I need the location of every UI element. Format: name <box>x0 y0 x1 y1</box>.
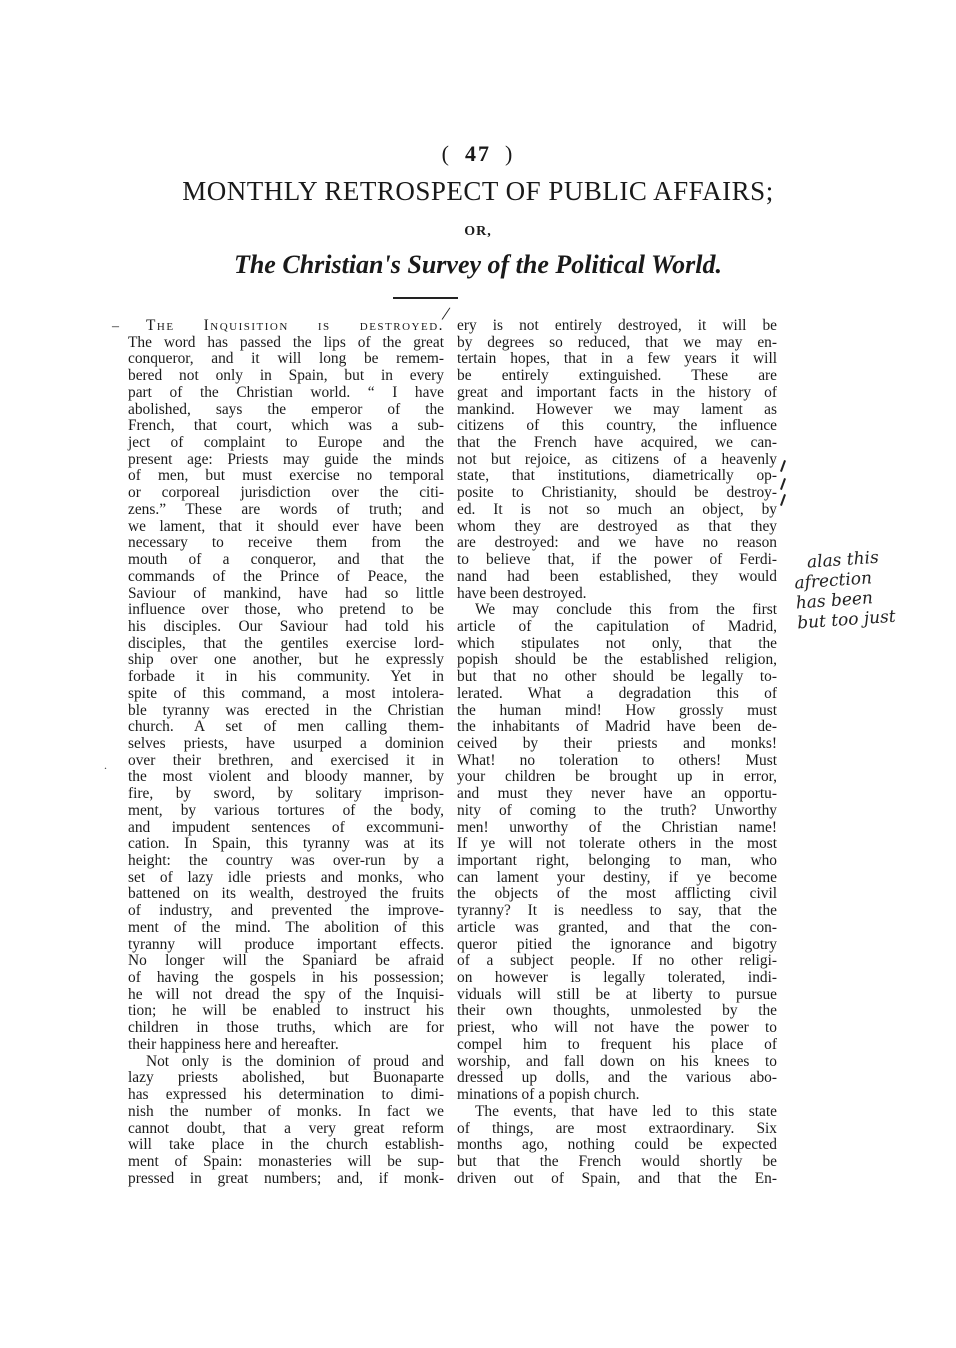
handnote-line: has been <box>795 588 874 614</box>
text-line: cation. In Spain, this tyranny was at its <box>128 835 444 853</box>
text-line: abolished, says the emperor of the <box>128 400 444 418</box>
text-line: What! no toleration to others! Must <box>457 751 777 769</box>
text-line: whom they are destroyed as that they <box>457 517 777 535</box>
page-title: MONTHLY RETROSPECT OF PUBLIC AFFAIRS; <box>182 176 774 206</box>
text-line: bered not only in Spain, but in every <box>128 367 444 385</box>
text-line: state, that institutions, diametrically op- <box>457 467 777 485</box>
text-line: popish should be the established religion, <box>457 651 777 669</box>
text-line: influence over those, who pretend to be <box>128 601 444 619</box>
text-line: ment of Spain: monasteries will be sup- <box>128 1152 444 1170</box>
text-line: commands of the Prince of Peace, the <box>128 567 444 585</box>
text-line: of things, are most extraordinary. Six <box>457 1119 777 1137</box>
text-line: The word has passed the lips of the great <box>128 333 444 351</box>
text-line: important right, belonging to man, who <box>457 852 777 869</box>
left-column <box>128 318 444 1187</box>
text-line: dressed up dolls, and the various abo- <box>457 1069 777 1087</box>
text-line: Saviour of mankind, have had so little <box>128 584 444 602</box>
handnote-line: afrection <box>793 568 873 594</box>
text-line: minations of a popish church. <box>457 1086 640 1104</box>
text-line: but that the French would shortly be <box>457 1152 777 1170</box>
text-line: necessary to receive them from the <box>128 534 444 552</box>
page-number-value: 47 <box>465 141 491 166</box>
text-line: the human mind! How grossly must <box>457 701 777 719</box>
text-line: ceived by their priests and monks! <box>457 734 777 752</box>
text-line: but that no other should be legally to- <box>457 668 777 686</box>
margin-dot-mark: . <box>104 758 107 772</box>
text-line: he will not dread the spy of the Inquisi- <box>128 985 444 1003</box>
text-line: priest, who will not have the power to <box>457 1019 777 1037</box>
right-column <box>457 318 777 1187</box>
text-line: the most violent and bloody manner, by <box>128 768 444 786</box>
text-line: mankind. However we may lament as <box>457 400 777 418</box>
text-line: have been destroyed. <box>457 584 587 602</box>
section-heading <box>128 318 444 335</box>
text-line: ment, by various tortures of the body, <box>128 801 444 819</box>
text-line: of men, but must exercise no temporal <box>128 467 444 485</box>
text-line: zens.” These are words of truth; and <box>128 500 444 518</box>
text-line: of a subject people. If no other religi- <box>457 952 777 970</box>
close-paren: ) <box>505 141 515 166</box>
text-line: mouth of a conqueror, and that the <box>128 551 444 569</box>
text-line: set of lazy idle priests and monks, who <box>128 868 444 886</box>
text-line: your children be brought up in error, <box>457 768 777 786</box>
page-subtitle: The Christian's Survey of the Political World. <box>233 250 723 279</box>
text-line: and must they never have an opportu- <box>457 785 777 803</box>
text-line: pressed in great numbers; and, if monk- <box>128 1169 444 1187</box>
text-line: or corporeal jurisdiction over the citi- <box>128 484 444 502</box>
text-line: ed. It is not so much an object, by <box>457 500 777 518</box>
text-line: nand had been established, they would <box>457 567 777 585</box>
text-line: not but rejoice, as citizens of a heavenly <box>457 450 777 468</box>
text-line: ery is not entirely destroyed, it will be <box>457 317 777 334</box>
text-line: ject of complaint to Europe and the <box>128 434 444 452</box>
text-line: viduals will still be at liberty to pursue <box>457 985 777 1003</box>
pencil-slash-mark: / <box>440 302 452 326</box>
text-line: on however is legally tolerated, indi- <box>457 969 777 987</box>
text-line: their happiness here and hereafter. <box>128 1035 339 1053</box>
text-line: If ye will not tolerate others in the most <box>457 835 777 853</box>
text-line: the inhabitants of Madrid have been de- <box>457 718 777 736</box>
text-line: height: the country was over-run by a <box>128 852 444 869</box>
text-line: will take place in the church establish- <box>128 1136 444 1154</box>
open-paren: ( <box>441 141 451 166</box>
text-line: article was granted, and that the con- <box>457 918 777 936</box>
text-line: nish the number of monks. In fact we <box>128 1102 444 1120</box>
handwritten-margin-note <box>792 543 956 634</box>
text-line: the objects of the most afflicting civil <box>457 885 777 903</box>
page-number <box>0 141 956 167</box>
text-line: their own thoughts, unmolested by the <box>457 1002 777 1020</box>
text-line: worship, and fall down on his knees to <box>457 1052 777 1070</box>
text-line: nity of coming to the truth? Unworthy <box>457 801 777 819</box>
margin-tick-mark <box>780 478 786 490</box>
text-line: tyranny? It is needless to say, that the <box>457 902 777 920</box>
margin-dash-mark: – <box>112 319 119 334</box>
section-heading-text: The Inquisition is destroyed. <box>146 317 444 334</box>
title-divider <box>393 297 458 299</box>
text-line: article of the capitulation of Madrid, <box>457 617 777 635</box>
text-line: be entirely extinguished. These are <box>457 367 777 385</box>
text-line: posite to Christianity, should be destroy- <box>457 484 777 502</box>
text-line: are destroyed: and we have no reason <box>457 534 777 552</box>
text-line: and impudent sentences of excommuni- <box>128 818 444 836</box>
text-line: compel him to frequent his place of <box>457 1035 777 1053</box>
text-line: over their brethren, and exercised it in <box>128 751 444 769</box>
text-line: forbade it in his community. Yet in <box>128 668 444 686</box>
title-conjunction: OR, <box>464 224 492 239</box>
margin-tick-mark <box>780 494 786 506</box>
text-line: tertain hopes, that in a few years it will <box>457 350 777 368</box>
text-line: lerated. What a degradation this of <box>457 684 777 702</box>
text-line: spite of this command, a most intolera- <box>128 684 444 702</box>
text-line: tion; he will be enabled to instruct his <box>128 1002 444 1020</box>
text-line: lazy priests abolished, but Buonaparte <box>128 1069 444 1087</box>
text-line: by degrees so reduced, that we may en- <box>457 333 777 351</box>
text-line: present age: Priests may guide the minds <box>128 450 444 468</box>
text-line: has expressed his determination to dimi- <box>128 1086 444 1104</box>
margin-tick-mark <box>780 460 786 472</box>
text-line: part of the Christian world. “ I have <box>128 383 444 401</box>
text-line: church. A set of men calling them- <box>128 718 444 736</box>
text-line: French, that court, which was a sub- <box>128 417 444 435</box>
text-line: of having the gospels in his possession; <box>128 969 444 987</box>
text-line: ship over one another, but he expressly <box>128 651 444 669</box>
text-line: selves priests, have usurped a dominion <box>128 734 444 752</box>
text-line: to believe that, if the power of Ferdi- <box>457 551 777 569</box>
text-line: disciples, that the gentiles exercise lord- <box>128 634 444 652</box>
handnote-line: but too just <box>796 606 897 634</box>
text-line: The events, that have led to this state <box>475 1102 777 1120</box>
text-line: No longer will the Spaniard be afraid <box>128 952 444 970</box>
text-line: ment of the mind. The abolition of this <box>128 918 444 936</box>
text-line: battened on its wealth, destroyed the fruits <box>128 885 444 903</box>
text-line: queror pitied the ignorance and bigotry <box>457 935 777 953</box>
text-line: months ago, nothing could be expected <box>457 1136 777 1154</box>
text-line: which stipulates not only, that the <box>457 634 777 652</box>
text-line: fire, by sword, by solitary imprison- <box>128 785 444 803</box>
text-line: tyranny will produce important effects. <box>128 935 444 953</box>
text-line: conqueror, and it will long be remem- <box>128 350 444 368</box>
text-line: cannot doubt, that a very great reform <box>128 1119 444 1137</box>
text-line: we lament, that it should ever have been <box>128 517 444 535</box>
text-line: We may conclude this from the first <box>475 601 777 619</box>
handnote-line: alas this <box>806 547 880 573</box>
text-line: that the French have acquired, we can- <box>457 434 777 452</box>
text-line: can lament your destiny, if ye become <box>457 868 777 886</box>
text-line: driven out of Spain, and that the En- <box>457 1169 777 1187</box>
text-line: ble tyranny was erected in the Christian <box>128 701 444 719</box>
text-line: great and important facts in the history of <box>457 383 777 401</box>
text-line: men! unworthy of the Christian name! <box>457 818 777 836</box>
text-line: of industry, and prevented the improve- <box>128 902 444 920</box>
text-line: Not only is the dominion of proud and <box>146 1052 444 1070</box>
text-line: citizens of this country, the influence <box>457 417 777 435</box>
text-line: children in those truths, which are for <box>128 1019 444 1037</box>
text-line: his disciples. Our Saviour had told his <box>128 617 444 635</box>
